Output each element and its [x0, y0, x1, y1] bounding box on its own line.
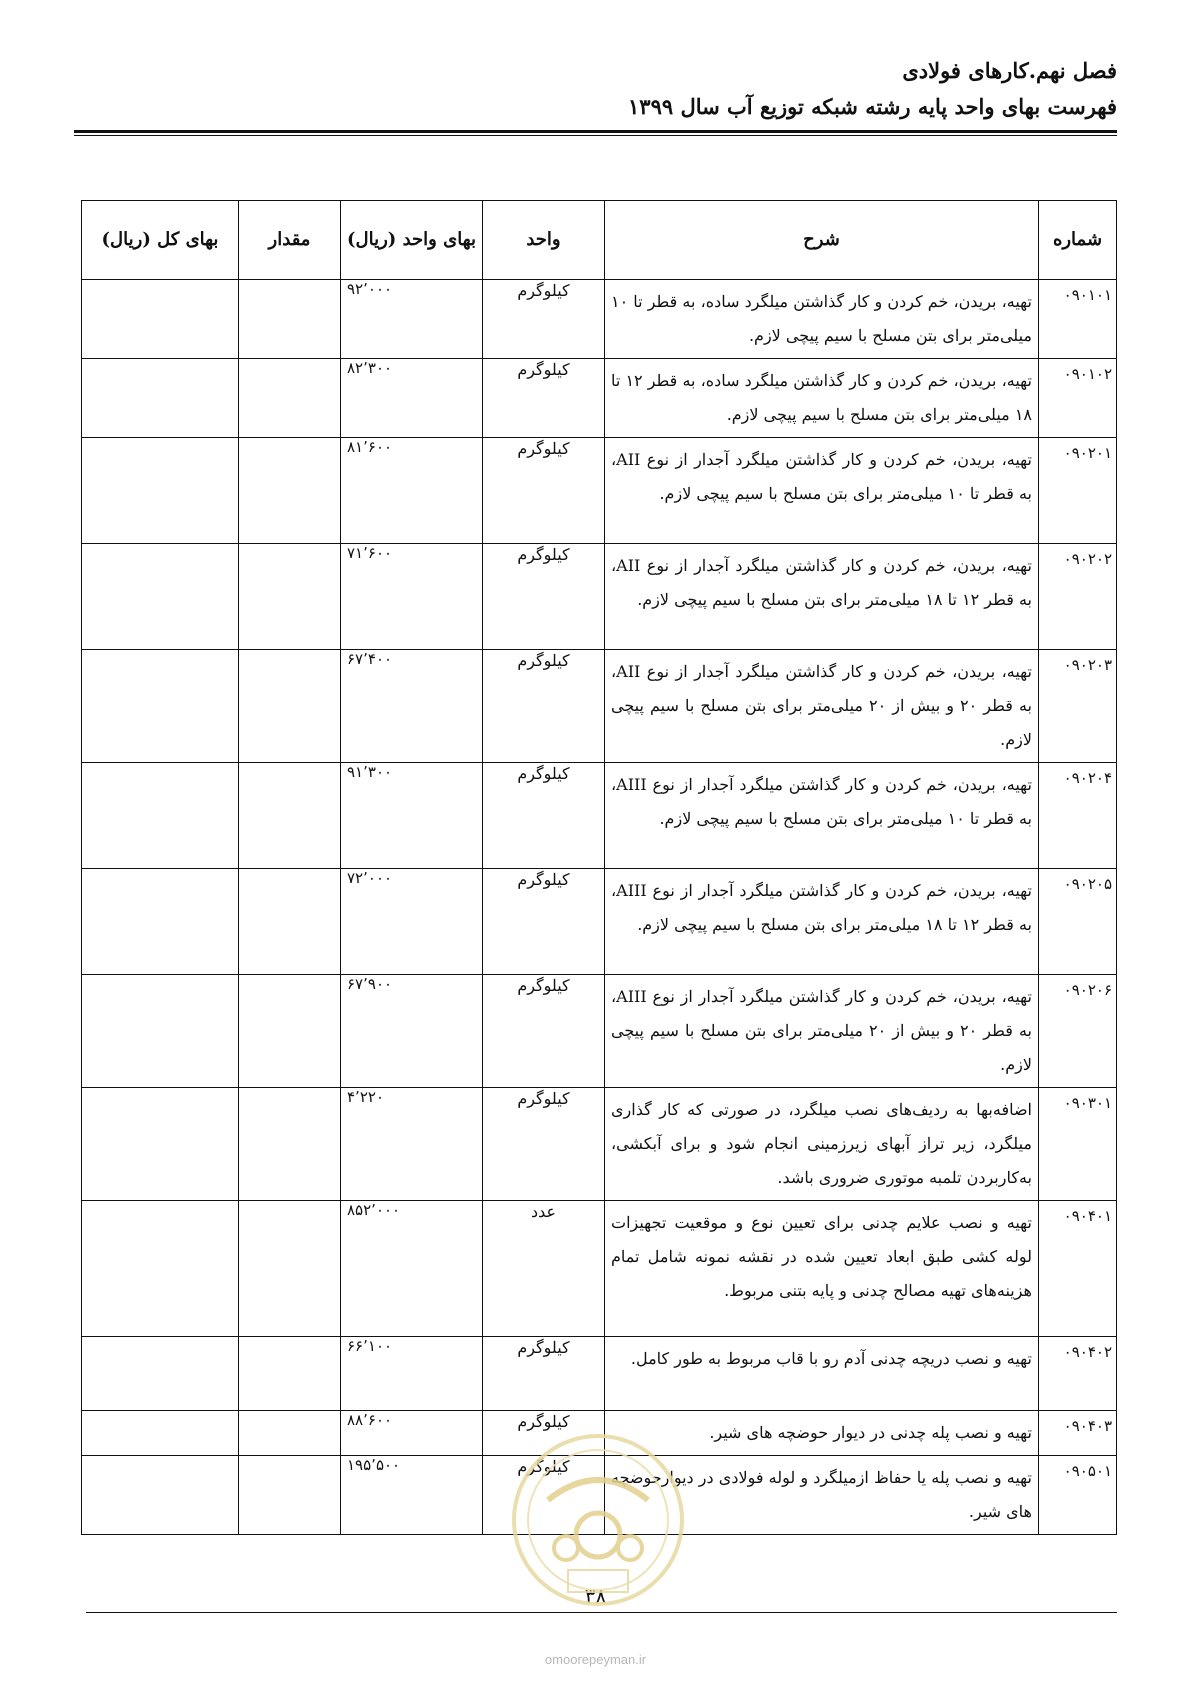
header-rule-thick	[74, 130, 1117, 133]
page-header	[74, 56, 1117, 122]
item-description: تهیه، بریدن، خم کردن و کار گذاشتن میلگرد آجدار از نوع AII، به قطر ۲۰ و بیش از ۲۰ میلی‌متر برای بتن مسلح با سیم پیچی لازم.	[605, 650, 1039, 763]
table-row	[82, 650, 1117, 763]
item-quantity	[239, 763, 341, 869]
table-row	[82, 544, 1117, 650]
item-total-price	[82, 869, 239, 975]
item-unit: کیلوگرم	[483, 359, 605, 438]
item-description: تهیه و نصب علایم چدنی برای تعیین نوع و موقعیت تجهیزات لوله کشی طبق ابعاد تعیین شده در نقشه نمونه شامل تمام هزینه‌های تهیه مصالح چدنی و پایه بتنی مربوط.	[605, 1201, 1039, 1337]
item-quantity	[239, 544, 341, 650]
item-unit: کیلوگرم	[483, 438, 605, 544]
item-unit-price: ۷۲٬۰۰۰	[341, 869, 483, 975]
item-description: تهیه، بریدن، خم کردن و کار گذاشتن میلگرد آجدار از نوع AIII، به قطر ۱۲ تا ۱۸ میلی‌متر برای بتن مسلح با سیم پیچی لازم.	[605, 869, 1039, 975]
item-unit: کیلوگرم	[483, 544, 605, 650]
item-number: ۰۹۰۱۰۲	[1039, 359, 1117, 438]
item-number: ۰۹۰۲۰۴	[1039, 763, 1117, 869]
item-description: تهیه، بریدن، خم کردن و کار گذاشتن میلگرد آجدار از نوع AII، به قطر تا ۱۰ میلی‌متر برای بتن مسلح با سیم پیچی لازم.	[605, 438, 1039, 544]
column-header-unit: واحد	[483, 201, 605, 280]
item-unit-price: ۴٬۲۲۰	[341, 1088, 483, 1201]
item-unit-price: ۶۶٬۱۰۰	[341, 1337, 483, 1411]
item-unit: کیلوگرم	[483, 1456, 605, 1535]
item-number: ۰۹۰۴۰۳	[1039, 1411, 1117, 1456]
item-unit-price: ۸۱٬۶۰۰	[341, 438, 483, 544]
item-total-price	[82, 763, 239, 869]
item-number: ۰۹۰۴۰۲	[1039, 1337, 1117, 1411]
item-quantity	[239, 1088, 341, 1201]
item-unit-price: ۹۱٬۳۰۰	[341, 763, 483, 869]
item-unit: کیلوگرم	[483, 1337, 605, 1411]
column-header-description: شرح	[605, 201, 1039, 280]
item-number: ۰۹۰۲۰۱	[1039, 438, 1117, 544]
item-description: تهیه، بریدن، خم کردن و کار گذاشتن میلگرد آجدار از نوع AIII، به قطر تا ۱۰ میلی‌متر برای بتن مسلح با سیم پیچی لازم.	[605, 763, 1039, 869]
website-watermark: omoorepeyman.ir	[544, 1652, 647, 1667]
column-header-number: شماره	[1039, 201, 1117, 280]
item-total-price	[82, 1411, 239, 1456]
item-number: ۰۹۰۲۰۵	[1039, 869, 1117, 975]
item-quantity	[239, 650, 341, 763]
price-table	[81, 200, 1117, 1535]
item-description: تهیه و نصب پله یا حفاظ ازمیلگرد و لوله فولادی در دیوارحوضچه های شیر.	[605, 1456, 1039, 1535]
item-unit-price: ۷۱٬۶۰۰	[341, 544, 483, 650]
column-header-unit-price: بهای واحد (ریال)	[341, 201, 483, 280]
item-quantity	[239, 359, 341, 438]
item-unit-price: ۶۷٬۴۰۰	[341, 650, 483, 763]
item-description: تهیه، بریدن، خم کردن و کار گذاشتن میلگرد ساده، به قطر تا ۱۰ میلی‌متر برای بتن مسلح با سیم پیچی لازم.	[605, 280, 1039, 359]
item-description: تهیه، بریدن، خم کردن و کار گذاشتن میلگرد ساده، به قطر ۱۲ تا ۱۸ میلی‌متر برای بتن مسلح با سیم پیچی لازم.	[605, 359, 1039, 438]
item-total-price	[82, 975, 239, 1088]
item-number: ۰۹۰۲۰۲	[1039, 544, 1117, 650]
item-quantity	[239, 1411, 341, 1456]
item-number: ۰۹۰۳۰۱	[1039, 1088, 1117, 1201]
item-number: ۰۹۰۱۰۱	[1039, 280, 1117, 359]
document-title: فهرست بهای واحد پایه رشته شبکه توزیع آب سال ۱۳۹۹	[628, 94, 1117, 119]
item-total-price	[82, 1337, 239, 1411]
item-unit-price: ۸۲٬۳۰۰	[341, 359, 483, 438]
item-total-price	[82, 1456, 239, 1535]
item-unit-price: ۸۸٬۶۰۰	[341, 1411, 483, 1456]
item-quantity	[239, 1456, 341, 1535]
item-unit: عدد	[483, 1201, 605, 1337]
item-total-price	[82, 359, 239, 438]
item-total-price	[82, 544, 239, 650]
table-body	[82, 280, 1117, 1535]
chapter-title: فصل نهم.کارهای فولادی	[902, 58, 1117, 83]
item-unit: کیلوگرم	[483, 869, 605, 975]
item-description: تهیه، بریدن، خم کردن و کار گذاشتن میلگرد آجدار از نوع AIII، به قطر ۲۰ و بیش از ۲۰ میلی‌متر برای بتن مسلح با سیم پیچی لازم.	[605, 975, 1039, 1088]
page-number: ۳۸	[584, 1584, 607, 1608]
item-unit-price: ۶۷٬۹۰۰	[341, 975, 483, 1088]
table-row	[82, 438, 1117, 544]
item-number: ۰۹۰۴۰۱	[1039, 1201, 1117, 1337]
item-description: تهیه و نصب پله چدنی در دیوار حوضچه های شیر.	[605, 1411, 1039, 1456]
item-unit: کیلوگرم	[483, 975, 605, 1088]
item-number: ۰۹۰۵۰۱	[1039, 1456, 1117, 1535]
table-row	[82, 869, 1117, 975]
table-row	[82, 763, 1117, 869]
item-unit: کیلوگرم	[483, 650, 605, 763]
item-unit-price: ۹۲٬۰۰۰	[341, 280, 483, 359]
item-quantity	[239, 280, 341, 359]
item-unit-price: ۱۹۵٬۵۰۰	[341, 1456, 483, 1535]
item-unit: کیلوگرم	[483, 1088, 605, 1201]
item-description: تهیه و نصب دریچه چدنی آدم رو با قاب مربوط به طور کامل.	[605, 1337, 1039, 1411]
table-header-row	[82, 201, 1117, 280]
item-number: ۰۹۰۲۰۶	[1039, 975, 1117, 1088]
item-total-price	[82, 650, 239, 763]
item-unit: کیلوگرم	[483, 280, 605, 359]
seal-watermark-icon	[508, 1430, 688, 1610]
item-total-price	[82, 438, 239, 544]
item-quantity	[239, 869, 341, 975]
column-header-total-price: بهای کل (ریال)	[82, 201, 239, 280]
footer-rule	[86, 1612, 1117, 1613]
table-row	[82, 1088, 1117, 1201]
column-header-quantity: مقدار	[239, 201, 341, 280]
header-rule-thin	[74, 135, 1117, 136]
item-total-price	[82, 1201, 239, 1337]
table-row	[82, 1337, 1117, 1411]
item-quantity	[239, 438, 341, 544]
item-total-price	[82, 1088, 239, 1201]
table-row	[82, 975, 1117, 1088]
item-unit: کیلوگرم	[483, 763, 605, 869]
item-quantity	[239, 1201, 341, 1337]
table-row	[82, 359, 1117, 438]
item-unit-price: ۸۵۲٬۰۰۰	[341, 1201, 483, 1337]
item-description: اضافه‌بها به ردیف‌های نصب میلگرد، در صورتی که کار گذاری میلگرد، زیر تراز آبهای زیرزمینی انجام شود و برای آبکشی، به‌کاربردن تلمبه موتوری ضروری باشد.	[605, 1088, 1039, 1201]
item-description: تهیه، بریدن، خم کردن و کار گذاشتن میلگرد آجدار از نوع AII، به قطر ۱۲ تا ۱۸ میلی‌متر برای بتن مسلح با سیم پیچی لازم.	[605, 544, 1039, 650]
item-total-price	[82, 280, 239, 359]
item-unit: کیلوگرم	[483, 1411, 605, 1456]
table-row	[82, 280, 1117, 359]
item-quantity	[239, 1337, 341, 1411]
item-number: ۰۹۰۲۰۳	[1039, 650, 1117, 763]
table-row	[82, 1201, 1117, 1337]
item-quantity	[239, 975, 341, 1088]
